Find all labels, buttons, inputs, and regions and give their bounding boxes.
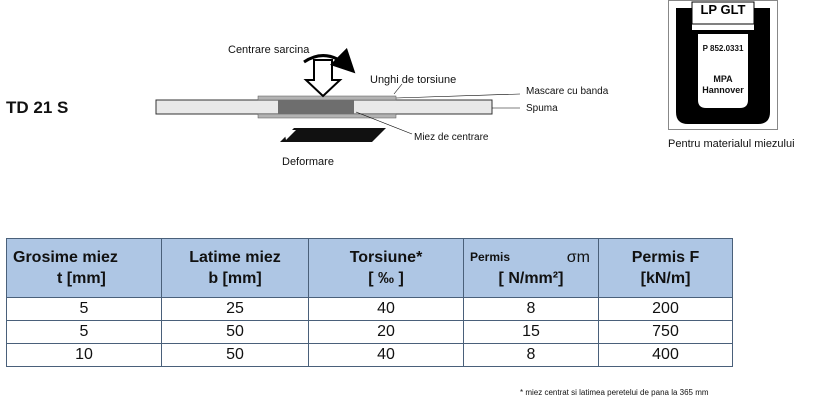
header-line2: b [mm]	[208, 270, 262, 287]
torsion-angle-label: Unghi de torsiune	[370, 74, 457, 86]
table-header-row	[7, 239, 733, 298]
certificate-badge	[668, 0, 778, 130]
tape-mask-bottom	[258, 114, 396, 118]
table-cell: 10	[7, 344, 162, 367]
table-row	[7, 321, 733, 344]
header-line1: Permis F	[631, 249, 700, 266]
col-core-width	[162, 239, 309, 298]
col-permis-sigma	[464, 239, 599, 298]
table-cell: 40	[309, 298, 464, 321]
deformation-label: Deformare	[282, 156, 334, 168]
header-line1: Torsiune*	[349, 249, 423, 266]
table-cell: 750	[599, 321, 733, 344]
header-line1: Grosime miez	[13, 249, 118, 266]
certificate-caption: Pentru materialul miezului	[668, 138, 795, 150]
header-line2: [kN/m]	[640, 270, 691, 287]
table-cell: 200	[599, 298, 733, 321]
tape-mask-top	[258, 96, 396, 100]
table-cell: 20	[309, 321, 464, 344]
core-center-label: Miez de centrare	[414, 132, 489, 143]
header-line2: t [mm]	[57, 270, 106, 287]
table-cell: 50	[162, 344, 309, 367]
footnote: * miez centrat si latimea peretelui de pana la 365 mm	[520, 388, 709, 397]
torsion-diagram	[0, 0, 660, 200]
header-line2: [ N/mm²]	[498, 270, 564, 287]
specs-table	[6, 238, 733, 367]
certificate-logo	[668, 0, 778, 130]
load-arrow	[306, 60, 340, 96]
col-torsion	[309, 239, 464, 298]
table-cell: 8	[464, 344, 599, 367]
certificate-org-line1: MPA	[713, 74, 733, 84]
foam-label: Spuma	[526, 103, 558, 114]
table-cell: 5	[7, 321, 162, 344]
table-cell: 5	[7, 298, 162, 321]
sigma-symbol: σm	[566, 249, 590, 266]
model-label: TD 21 S	[6, 98, 69, 117]
header-line1: Permis	[470, 250, 511, 264]
tape-mask-label: Mascare cu banda	[526, 86, 609, 97]
table-cell: 50	[162, 321, 309, 344]
certificate-number: P 852.0331	[702, 44, 744, 53]
table-cell: 8	[464, 298, 599, 321]
table-row	[7, 344, 733, 367]
table-cell: 400	[599, 344, 733, 367]
core-block	[278, 100, 354, 114]
certificate-org	[668, 74, 778, 96]
table-cell: 25	[162, 298, 309, 321]
header-line2: [ ‰ ]	[368, 270, 404, 287]
col-core-thickness	[7, 239, 162, 298]
certificate-org-line2: Hannover	[702, 85, 744, 95]
certificate-title: LP GLT	[700, 2, 746, 17]
col-permis-f	[599, 239, 733, 298]
header-line1: Latime miez	[189, 249, 281, 266]
table-row	[7, 298, 733, 321]
table-cell: 15	[464, 321, 599, 344]
load-center-label: Centrare sarcina	[228, 44, 310, 56]
table-cell: 40	[309, 344, 464, 367]
